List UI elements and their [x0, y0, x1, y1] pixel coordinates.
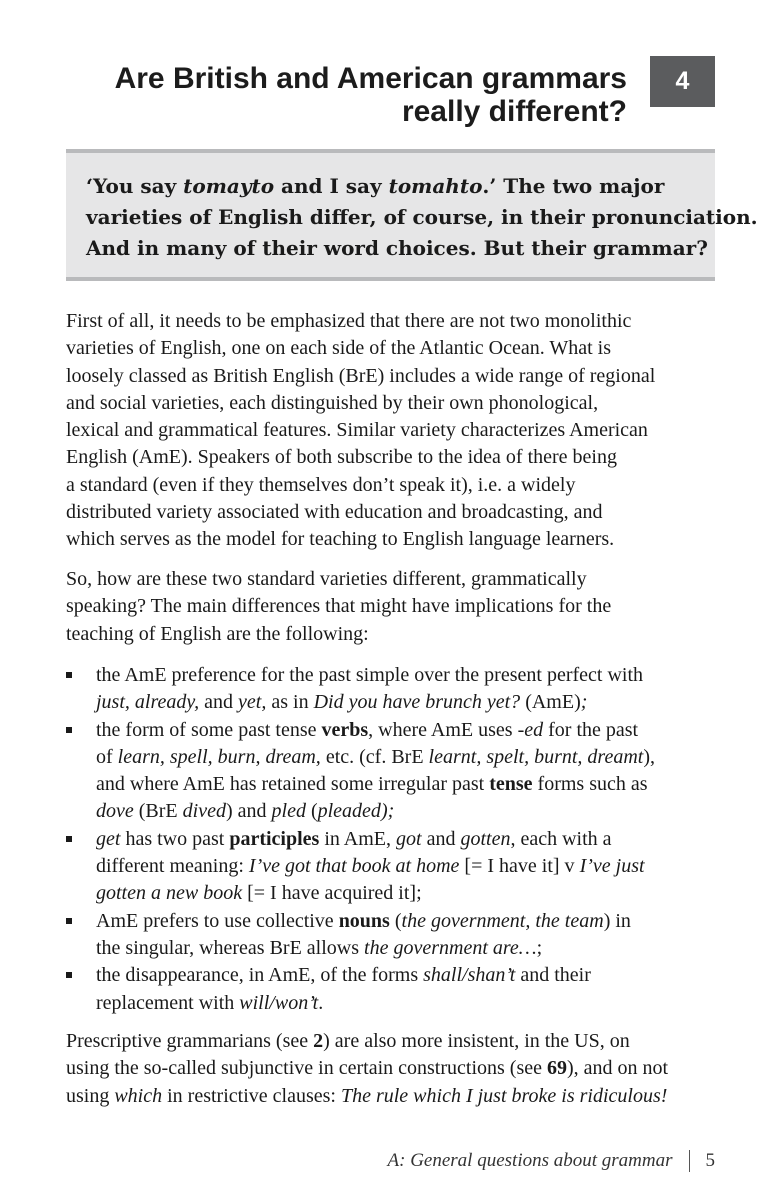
differences-list — [66, 662, 726, 1017]
list-item: the form of some past tense verbs, where AmE uses -ed for the past of learn, spell, burn, dream, etc. (cf. BrE learnt, spelt, burnt, dreamt), and where AmE has retained some irregular past tense forms such as dove (BrE dived) and pled (pleaded); — [66, 717, 726, 826]
text-line: distributed variety associated with education and broadcasting, and — [66, 501, 603, 524]
text-line: First of all, it needs to be emphasized that there are not two monolithic — [66, 310, 632, 332]
page-number: 5 — [705, 1150, 715, 1171]
page-footer — [388, 1150, 715, 1172]
paragraph-1 — [66, 308, 726, 554]
text-line: lexical and grammatical features. Similar variety characterizes American — [66, 419, 648, 442]
bullet-square-icon — [66, 836, 72, 842]
bullet-square-icon — [66, 727, 72, 733]
list-item: AmE prefers to use collective nouns (the government, the team) in the singular, whereas BrE allows the government are…; — [66, 908, 726, 963]
intro-line: And in many of their word choices. But their grammar? — [86, 236, 708, 260]
text-line: which serves as the model for teaching to English language learners. — [66, 528, 615, 551]
footer-section-title: A: General questions about grammar — [387, 1150, 673, 1171]
text-line: using the so-called subjunctive in certain constructions (see 69), and on not — [66, 1057, 669, 1080]
text-line: and social varieties, each distinguished by their own phonological, — [66, 391, 599, 414]
chapter-number-badge: 4 — [650, 56, 715, 107]
bullet-square-icon — [66, 672, 72, 678]
text-line: a standard (even if they themselves don’t speak it), i.e. a widely — [66, 473, 576, 496]
list-item: get has two past participles in AmE, got and gotten, each with a different meaning: I’ve got that book at home [= I have it] v I’ve just gotten a new book [= I have acquired it]; — [66, 826, 726, 908]
paragraph-2 — [66, 566, 726, 648]
text-line: using which in restrictive clauses: The rule which I just broke is ridiculous! — [66, 1084, 668, 1107]
paragraph-3 — [66, 1028, 726, 1110]
intro-line: varieties of English differ, of course, in their pronunciation. — [86, 205, 758, 229]
bullet-square-icon — [66, 972, 72, 978]
text-line: speaking? The main differences that might have implications for the — [66, 595, 612, 618]
intro-line: ‘You say tomayto and I say tomahto.’ The two major — [86, 174, 665, 198]
list-item: the AmE preference for the past simple over the present perfect with just, already, and yet, as in Did you have brunch yet? (AmE); — [66, 662, 726, 717]
text-line: varieties of English, one on each side of the Atlantic Ocean. What is — [66, 337, 612, 360]
text-line: teaching of English are the following: — [66, 622, 369, 645]
page-title — [27, 62, 627, 128]
text-line: English (AmE). Speakers of both subscribe to the idea of there being — [66, 446, 617, 469]
title-line: Are British and American grammars — [114, 62, 627, 95]
bullet-square-icon — [66, 918, 72, 924]
text-line: So, how are these two standard varieties different, grammatically — [66, 568, 587, 590]
title-line: really different? — [401, 95, 627, 128]
list-item: the disappearance, in AmE, of the forms shall/shan’t and their replacement with will/won’t. — [66, 962, 726, 1017]
text-line: loosely classed as British English (BrE) includes a wide range of regional — [66, 364, 656, 387]
text-line: Prescriptive grammarians (see 2) are also more insistent, in the US, on — [66, 1030, 630, 1052]
intro-callout — [66, 149, 758, 281]
footer-divider — [689, 1150, 690, 1172]
